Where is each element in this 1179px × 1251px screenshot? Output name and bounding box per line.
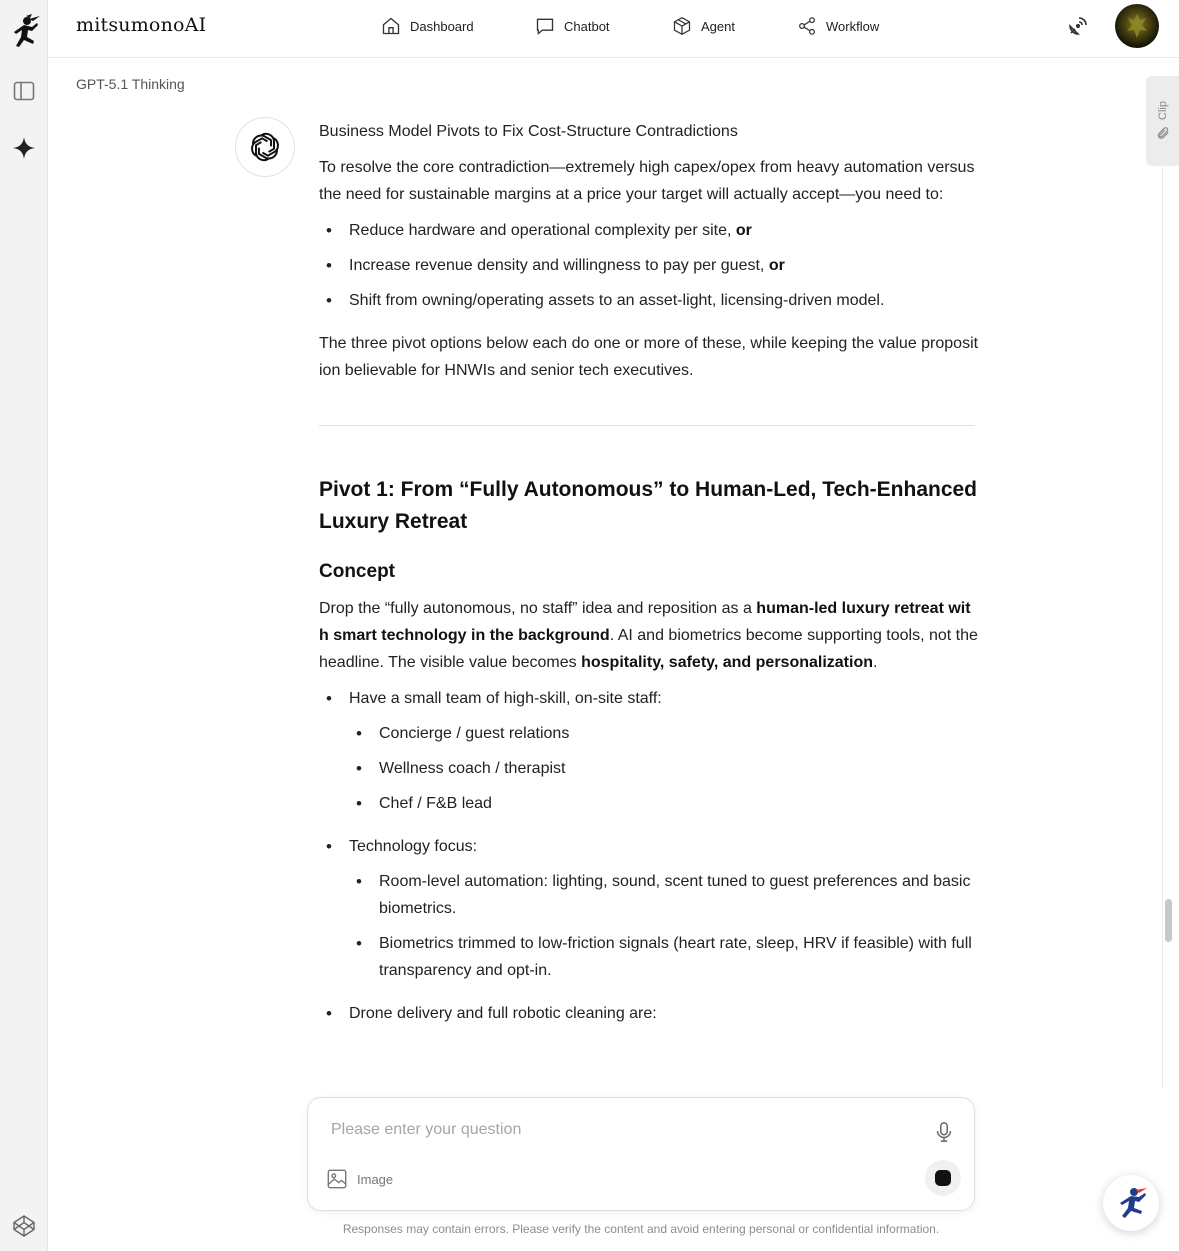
stop-icon xyxy=(935,1170,951,1186)
ninja-logo-icon[interactable] xyxy=(0,12,48,50)
image-icon xyxy=(326,1168,348,1190)
nav-label: Workflow xyxy=(826,18,880,34)
microphone-icon[interactable] xyxy=(933,1120,955,1144)
message-intro: To resolve the core contradiction—extremely high capex/opex from heavy automation versus the need for sustainable margins at a price your target will actually accept—you need to: xyxy=(319,159,975,203)
list-item: • Room-level automation: lighting, sound, scent tuned to guest preferences and basic biometrics. xyxy=(349,868,979,922)
ninja-assistant-button[interactable] xyxy=(1103,1175,1159,1231)
left-rail xyxy=(0,0,48,1251)
scrollbar-thumb[interactable] xyxy=(1165,899,1172,942)
list-item: • Have a small team of high-skill, on-site staff: • Concierge / guest relations • Wellness coach / therapist • Chef / F&B lead xyxy=(319,685,979,817)
nav-workflow[interactable] xyxy=(797,0,879,52)
share-icon xyxy=(797,16,817,36)
pivot-list xyxy=(319,685,979,1027)
pivot-title: Pivot 1: From “Fully Autonomous” to Human-Led, Tech-Enhanced Luxury Retreat xyxy=(319,478,978,533)
nav-label: Agent xyxy=(701,18,735,34)
nav-label: Chatbot xyxy=(564,18,610,34)
clip-label: Clip xyxy=(1156,100,1169,120)
sidebar-toggle-icon[interactable] xyxy=(0,78,48,104)
divider xyxy=(319,425,975,426)
chat-icon xyxy=(535,16,555,36)
disclaimer: Responses may contain errors. Please verify the content and avoid entering personal or confidential information. xyxy=(342,1222,940,1236)
codepen-icon[interactable] xyxy=(0,1213,48,1239)
message-summary: The three pivot options below each do one or more of these, while keeping the value proposition believable for HNWIs and senior tech executives. xyxy=(319,335,979,379)
concept-paragraph: Drop the “fully autonomous, no staff” idea and reposition as a human-led luxury retreat with smart technology in the background. AI and biometrics become supporting tools, not the headline. The visible value becomes hospitality, safety, and personalization. xyxy=(319,600,978,671)
list-item: • Concierge / guest relations xyxy=(349,720,979,747)
image-upload-button[interactable] xyxy=(326,1168,393,1190)
bullet-list xyxy=(319,217,979,314)
image-label: Image xyxy=(357,1171,394,1187)
scrollbar-track[interactable] xyxy=(1162,166,1176,1088)
list-item: • Wellness coach / therapist xyxy=(349,755,979,782)
list-item: • Increase revenue density and willingness to pay per guest, or xyxy=(319,252,979,279)
model-label[interactable]: GPT-5.1 Thinking xyxy=(76,76,185,92)
home-icon xyxy=(381,16,401,36)
list-item: • Shift from owning/operating assets to an asset-light, licensing-driven model. xyxy=(319,287,979,314)
satellite-icon[interactable] xyxy=(1066,14,1090,38)
list-item: • Technology focus: • Room-level automation: lighting, sound, scent tuned to guest preferences and basic biometrics. • Biometrics trimmed to low-friction signals (heart rate, sleep, HRV if feasible) with full transparency and opt-in. xyxy=(319,833,979,984)
assistant-avatar xyxy=(235,117,295,177)
openai-logo-icon xyxy=(247,129,283,165)
nav-agent[interactable] xyxy=(672,0,735,52)
composer xyxy=(307,1097,975,1211)
user-avatar[interactable] xyxy=(1115,4,1159,48)
list-item: • Biometrics trimmed to low-friction signals (heart rate, sleep, HRV if feasible) with full transparency and opt-in. xyxy=(349,930,979,984)
list-item: • Reduce hardware and operational complexity per site, or xyxy=(319,217,979,244)
ninja-mascot-icon xyxy=(1112,1184,1150,1222)
stop-button[interactable] xyxy=(925,1160,961,1196)
nav-dashboard[interactable] xyxy=(381,0,474,52)
clip-tab[interactable] xyxy=(1146,76,1179,166)
message-heading: Business Model Pivots to Fix Cost-Structure Contradictions xyxy=(319,123,738,140)
list-item: • Drone delivery and full robotic cleaning are: xyxy=(319,1000,979,1027)
top-bar xyxy=(48,0,1179,58)
paperclip-icon xyxy=(1156,125,1170,141)
question-input[interactable] xyxy=(331,1118,911,1142)
list-item: • Chef / F&B lead xyxy=(349,790,979,817)
nav-chatbot[interactable] xyxy=(535,0,610,52)
cube-icon xyxy=(672,16,692,36)
sparkle-icon[interactable] xyxy=(0,134,48,162)
concept-heading: Concept xyxy=(319,561,395,582)
assistant-message xyxy=(319,118,979,1035)
brand-name[interactable]: mitsumonoAI xyxy=(76,14,207,36)
nav-label: Dashboard xyxy=(410,18,474,34)
